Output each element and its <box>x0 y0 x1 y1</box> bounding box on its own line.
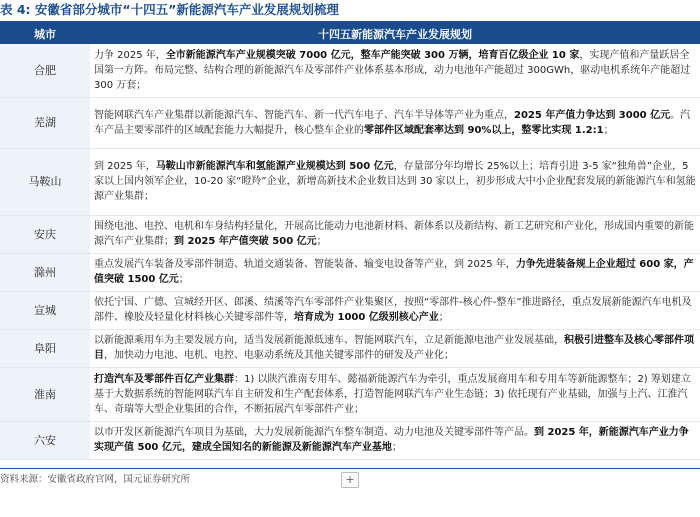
table-row <box>0 291 700 329</box>
plan-text: ，加快动力电池、电机、电控、电驱动系统及其他关键零部件的研发及产业化； <box>104 350 454 361</box>
plan-cell <box>90 421 700 459</box>
plan-highlight: 马鞍山市新能源汽车和氢能源产业规模达到 500 亿元 <box>155 161 394 172</box>
city-cell: 阜阳 <box>0 329 90 367</box>
table-row <box>0 253 700 291</box>
plan-cell <box>90 253 700 291</box>
table-row <box>0 215 700 253</box>
table-row <box>0 421 700 459</box>
plan-text: ； <box>438 312 449 323</box>
table-row <box>0 148 700 215</box>
city-cell: 马鞍山 <box>0 148 90 215</box>
table-body <box>0 44 700 459</box>
header-plan: 十四五新能源汽车产业发展规划 <box>90 23 700 44</box>
plan-highlight: 积极引进整车及核心零部件项目 <box>94 335 694 361</box>
plan-highlight: 力争先进装备规上企业超过 600 家，产值突破 1500 亿元 <box>94 259 694 285</box>
table-row <box>0 44 700 97</box>
plan-highlight: 到 2025 年，新能源汽车产业力争实现产值 500 亿元，建成全国知名的新能源及新能源汽车产业基地 <box>94 427 689 453</box>
city-cell: 六安 <box>0 421 90 459</box>
plan-cell <box>90 44 700 97</box>
city-cell: 宣城 <box>0 291 90 329</box>
plan-cell <box>90 97 700 148</box>
plan-table <box>0 23 700 460</box>
plan-highlight: 全市新能源汽车产业规模突破 7000 亿元，整车产能突破 300 万辆，培育百亿级企业 10 家 <box>165 49 580 61</box>
table-title: 表 4: 安徽省部分城市“十四五”新能源汽车产业发展规划梳理 <box>0 2 339 17</box>
plan-highlight: 打造汽车及零部件百亿产业集群 <box>94 373 234 385</box>
city-cell: 芜湖 <box>0 97 90 148</box>
bottom-rule <box>0 468 700 469</box>
city-cell: 淮南 <box>0 367 90 421</box>
plan-cell <box>90 291 700 329</box>
table-row <box>0 329 700 367</box>
plan-text: 依托宁国、广德、宣城经开区、郎溪、绩溪等汽车零部件产业集聚区，按照“零部件-核心件-整车”推进路径，重点发展新能源汽车电机及部件、橡胶及轻量化材料核心关键零部件等， <box>94 297 692 323</box>
city-cell: 滁州 <box>0 253 90 291</box>
plan-text: 力争 2025 年， <box>94 49 166 61</box>
plan-cell <box>90 329 700 367</box>
plan-text: 以市开发区新能源汽车项目为基础，大力发展新能源汽车整车制造、动力电池及关键零部件等产品。 <box>94 427 534 438</box>
plan-highlight: 2025 年产值力争达到 3000 亿元 <box>514 109 671 121</box>
add-button[interactable]: + <box>341 472 359 488</box>
plan-highlight: 培育成为 1000 亿级别核心产业 <box>294 312 439 323</box>
plan-highlight: 到 2025 年产值突破 500 亿元 <box>174 236 317 247</box>
plan-text: 智能网联汽车产业集群以新能源汽车、智能汽车、新一代汽车电子、汽车半导体等产业为重点， <box>94 109 514 121</box>
plan-text: ； <box>391 442 402 453</box>
table-row <box>0 367 700 421</box>
plan-text: 围绕电池、电控、电机和车身结构轻量化，开展高比能动力电池新材料、新体系以及新结构、新工艺研究和产业化，形成国内重要的新能源汽车产业集群； <box>94 221 694 247</box>
source-note: 资料来源：安徽省政府官网，国元证券研究所 <box>0 474 191 485</box>
plan-text: ； <box>603 124 614 136</box>
header-city: 城市 <box>0 23 90 44</box>
plan-text: 。汽车产品主要零部件的区域配套能力大幅提升，核心整车企业的 <box>94 109 691 136</box>
plan-text: ，存量部分年均增长 25%以上；培育引进 3-5 家“独角兽”企业，5 家以上国内领军企业，10-20 家“瞪羚”企业，新增高新技术企业数目达到 30 家以上，初步形成大中小企业配套发展的新能源汽车和氢能源产业集群； <box>94 161 696 202</box>
city-cell: 合肥 <box>0 44 90 97</box>
plan-text: ，实现产值和产量跃居全国第一方阵。布局完整、结构合理的新能源汽车及零部件产业体系基本形成，动力电池年产能超过 300GWh，驱动电机系统年产能超过 300 万套； <box>94 49 691 91</box>
plan-text: 重点发展汽车装备及零部件制造、轨道交通装备、智能装备、输变电设备等产业，到 2025 年， <box>94 259 516 270</box>
plan-text: 以新能源乘用车为主要发展方向，适当发展新能源低速车、智能网联汽车，立足新能源电池产业发展基础， <box>94 335 564 346</box>
plan-text: ； <box>178 274 189 285</box>
plan-cell <box>90 148 700 215</box>
table-header-row <box>0 23 700 44</box>
plan-text: ：1) 以陕汽淮南专用车、懿福新能源汽车为牵引，重点发展商用车和专用车等新能源整车；2) 筹划建立基于大数据系统的智能网联汽车自主研发和生产配套体系，打造智能网联汽车产业生态链；3) 依托现有产业基础，加强与上汽、江淮汽车、奇瑞等大型企业集团的合作，不断拓展汽车零部件产业； <box>94 373 691 415</box>
plan-cell <box>90 367 700 421</box>
plan-cell <box>90 215 700 253</box>
plan-highlight: 零部件区域配套率达到 90%以上，整零比实现 1.2:1 <box>364 124 604 136</box>
city-cell: 安庆 <box>0 215 90 253</box>
plan-text: 到 2025 年， <box>94 161 156 172</box>
plan-text: ； <box>316 236 327 247</box>
table-row <box>0 97 700 148</box>
